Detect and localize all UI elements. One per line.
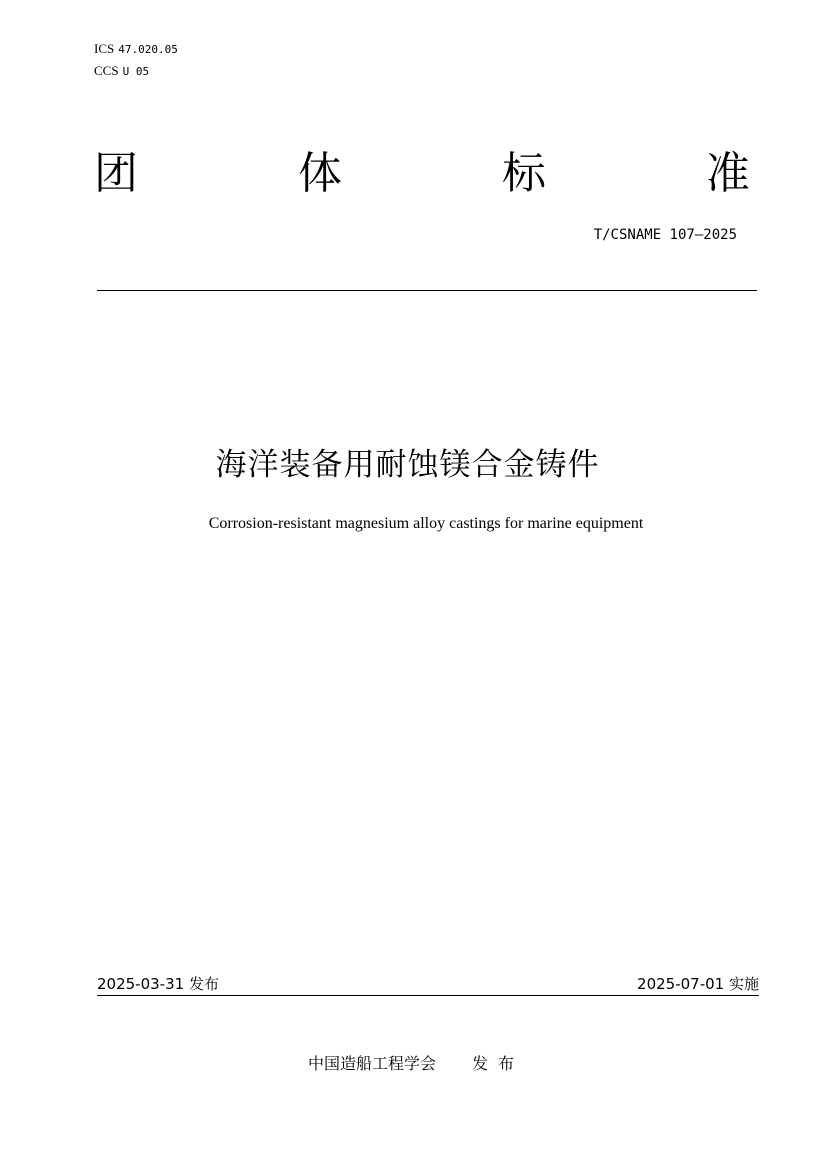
ccs-code: U 05 [122,65,150,78]
ics-code: 47.020.05 [118,43,178,56]
standard-type-heading [94,148,750,200]
document-title-english: Corrosion-resistant magnesium alloy castings for marine equipment [208,515,644,532]
implementation-date: 2025-07-01 实施 [637,975,759,993]
ccs-line [94,64,149,79]
standard-type-char-1: 团 [94,148,138,199]
ccs-label: CCS [94,63,119,78]
issue-date: 2025-03-31 发布 [97,975,219,993]
standard-type-char-4: 准 [706,148,750,199]
standard-number: T/CSNAME 107—2025 [593,227,737,243]
publisher-name: 中国造船工程学会 [307,1054,436,1073]
top-divider [97,290,757,291]
standard-type-char-3: 标 [502,148,546,199]
document-title-chinese: 海洋装备用耐蚀镁合金铸件 [215,447,600,483]
standard-type-char-2: 体 [298,148,342,199]
publisher-line [0,1053,815,1075]
ics-line [94,42,178,57]
bottom-divider [97,995,759,996]
ics-label: ICS [94,41,115,56]
publisher-action: 发布 [472,1054,525,1073]
